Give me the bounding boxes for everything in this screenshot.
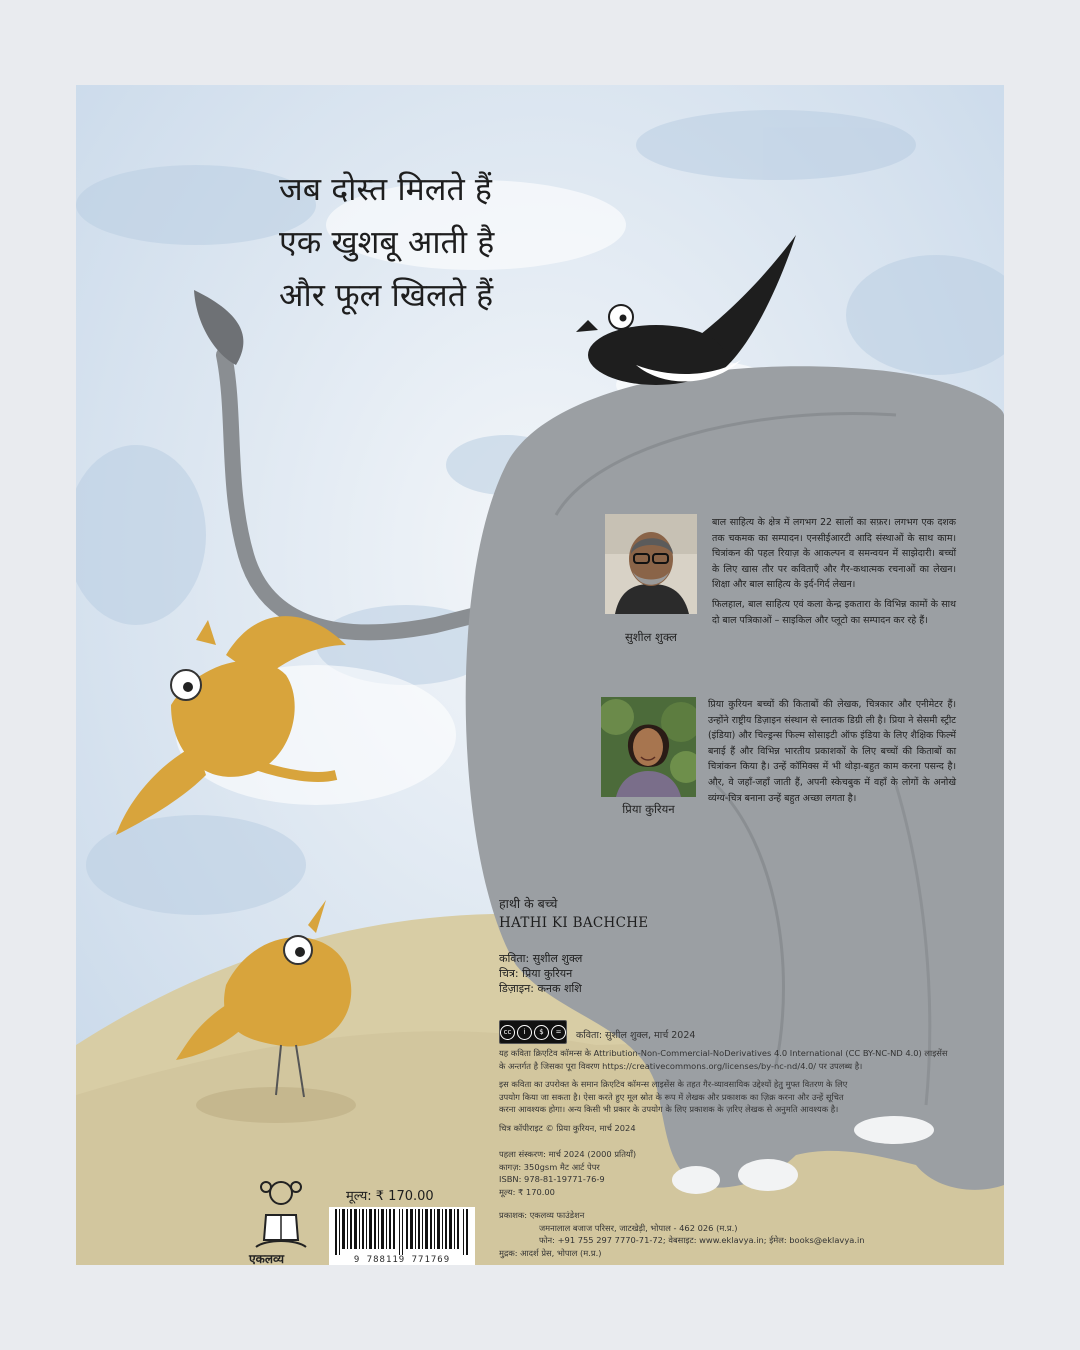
cc-by-icon: i xyxy=(517,1025,532,1040)
poem-line: जब दोस्त मिलते हैं xyxy=(279,170,492,208)
poem-line: एक खुशबू आती है xyxy=(279,223,495,261)
isbn-barcode xyxy=(329,1207,475,1265)
illustrator-caption: प्रिया कुरियन xyxy=(622,802,675,816)
printer-info: मुद्रक: आदर्श प्रेस, भोपाल (म.प्र.) xyxy=(499,1247,602,1258)
credit-design: डिज़ाइन: कनक शशि xyxy=(499,982,582,995)
book-back-cover xyxy=(76,85,1004,1265)
book-title-hindi: हाथी के बच्चे xyxy=(499,896,558,911)
author-caption: सुशील शुक्ल xyxy=(625,630,677,644)
license-line: उपयोग किया जा सकता है। ऐसा करते हुए मूल स्रोत के रूप में लेखक और प्रकाशक का ज़िक्र करना और उन्हें सूचित xyxy=(499,1091,844,1102)
license-line: यह कविता क्रिएटिव कॉमन्स के Attribution-Non-Commercial-NoDerivatives 4.0 International (CC BY-NC-ND 4.0) लाइसेंस xyxy=(499,1048,948,1058)
eklavya-logo-text: एकलव्य xyxy=(249,1252,285,1265)
license-text xyxy=(499,1047,948,1135)
publisher-contact: फोन: +91 755 297 7770-71-72; वेबसाइट: www.eklavya.in; ईमेल: books@eklavya.in xyxy=(539,1235,865,1246)
barcode-bars xyxy=(329,1207,475,1255)
illustrator-bio: प्रिया कुरियन बच्चों की किताबों की लेखक, चित्रकार और एनीमेटर हैं। उन्होंने राष्ट्रीय डिज़ाइन संस्थान से स्नातक डिग्री ली है। प्रिया ने सेसमी स्ट्रीट (इंडिया) और चिल्ड्रन्स फिल्म सोसाइटी ऑफ इंडिया के लिए शैक्षिक फिल्में बनाई हैं और विभिन्न भारतीय प्रकाशकों के लिए बच्चों की किताबों का चित्रांकन किया है। उन्हें कॉमिक्स में भी थोड़ा-बहुत काम करना पसन्द है। और, वे जहाँ-जहाँ जाती हैं, अपनी स्केचबुक में वहाँ के लोगों के अनोखे व्यंग्य-चित्र बनाना उन्हें बहुत अच्छा लगता है। xyxy=(708,699,956,804)
edition-info xyxy=(499,1148,636,1198)
publisher-address: जमनालाल बजाज परिसर, जाटखेड़ी, भोपाल - 462 026 (म.प्र.) xyxy=(539,1222,738,1233)
edition-isbn: ISBN: 978-81-19771-76-9 xyxy=(499,1174,605,1185)
cc-icon: cc xyxy=(500,1025,515,1040)
author-photo xyxy=(605,514,697,614)
edition-price: मूल्य: ₹ 170.00 xyxy=(499,1186,555,1197)
publisher-info xyxy=(499,1209,865,1259)
cc-nc-icon: $ xyxy=(534,1025,549,1040)
cc-nd-icon: = xyxy=(551,1025,566,1040)
author-bio-paragraph: फिलहाल, बाल साहित्य एवं कला केन्द्र इकतारा के विभिन्न कामों के साथ दो बाल पत्रिकाओं – साइकिल और प्लूटो का सम्पादन कर रहे हैं। xyxy=(712,598,956,626)
license-line: करना आवश्यक होगा। अन्य किसी भी प्रकार के उपयोग के लिए प्रकाशक के ज़रिए लेखक से अनुमति आवश्यक है। xyxy=(499,1104,839,1115)
poem-copyright: कविता: सुशील शुक्ल, मार्च 2024 xyxy=(576,1030,696,1041)
author-bio-paragraph: बाल साहित्य के क्षेत्र में लगभग 22 सालों का सफ़र। लगभग एक दशक तक चकमक का सम्पादन। एनसीईआरटी आदि संस्थाओं के साथ काम। चित्रांकन की पहल रियाज़ के आकल्पन व समन्वयन में साझेदारी। बच्चों के लिए खास तौर पर कविताएँ और गैर-कथात्मक रचनाओं का लेखन। शिक्षा और बाल साहित्य के इर्द-गिर्द लेखन। xyxy=(712,517,956,591)
cover-price: मूल्य: ₹ 170.00 xyxy=(346,1189,434,1204)
cc-license-badge xyxy=(499,1020,567,1044)
edition-paper: कागज़: 350gsm मैट आर्ट पेपर xyxy=(499,1161,600,1172)
illustrator-photo xyxy=(601,697,696,797)
book-credits xyxy=(499,951,582,996)
book-title-english: HATHI KI BACHCHE xyxy=(499,915,649,931)
credit-art: चित्र: प्रिया कुरियन xyxy=(499,967,573,980)
author-bio xyxy=(712,515,956,632)
cover-poem xyxy=(279,163,494,322)
license-line: इस कविता का उपरोक्त के समान क्रिएटिव कॉमन्स लाइसेंस के तहत गैर-व्यावसायिक उद्देश्यों हेतु मुफ्त वितरण के लिए xyxy=(499,1079,848,1090)
edition-first: पहला संस्करण: मार्च 2024 (2000 प्रतियाँ) xyxy=(499,1149,637,1159)
poem-line: और फूल खिलते हैं xyxy=(279,276,494,314)
art-copyright: चित्र कॉपीराइट © प्रिया कुरियन, मार्च 2024 xyxy=(499,1122,636,1133)
credit-poem: कविता: सुशील शुक्ल xyxy=(499,952,583,965)
elephant-toenail xyxy=(672,1166,720,1194)
publisher-label: प्रकाशक: एकलव्य फाउंडेशन xyxy=(499,1210,585,1220)
license-line: के अन्तर्गत है जिसका पूरा विवरण https://creativecommons.org/licenses/by-nc-nd/4.0/ पर उपलब्ध है। xyxy=(499,1060,863,1071)
barcode-number: 9 788119 771769 xyxy=(329,1255,475,1265)
elephant-toenail xyxy=(738,1159,798,1191)
